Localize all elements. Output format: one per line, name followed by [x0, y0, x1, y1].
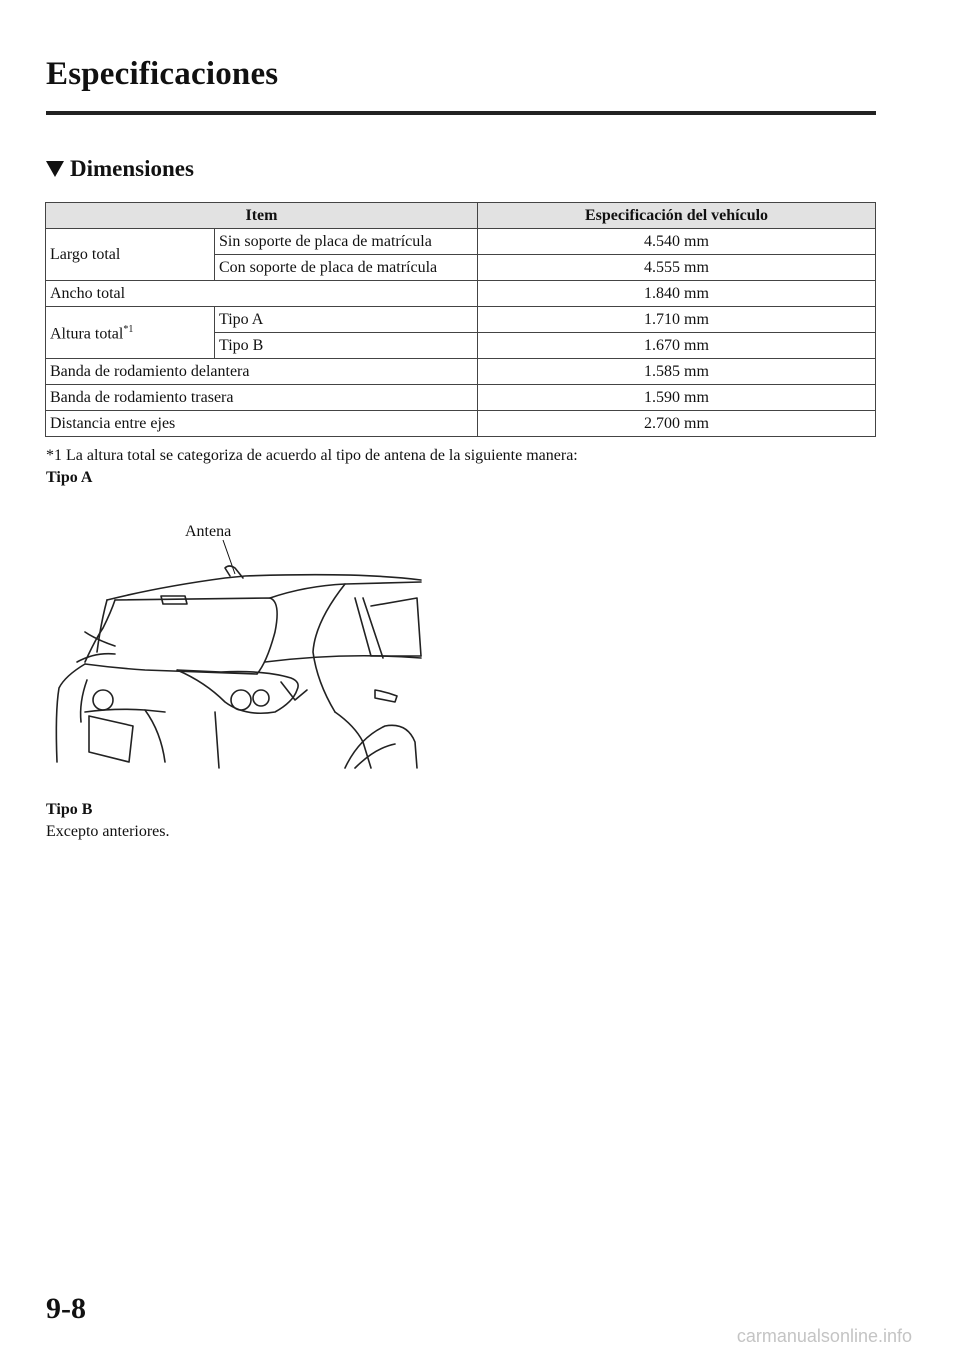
footnote: *1 La altura total se categoriza de acuerdo al tipo de antena de la siguiente manera: [46, 447, 578, 464]
watermark-text: carmanualsonline.info [736, 1326, 912, 1346]
table-header-row [46, 203, 876, 229]
table-row [46, 359, 876, 385]
page-title: Especificaciones [46, 56, 279, 92]
title-divider [46, 111, 876, 115]
altura-label-text: Altura total [50, 325, 124, 343]
row-value: 4.540 mm [478, 229, 876, 255]
section-heading-text: Dimensiones [70, 156, 194, 181]
row-value: 1.710 mm [478, 307, 876, 333]
row-value: 1.670 mm [478, 333, 876, 359]
row-value: 2.700 mm [478, 411, 876, 437]
row-value: 1.585 mm [478, 359, 876, 385]
footnote-mark: *1 [123, 324, 134, 336]
table-header-item: Item [46, 203, 478, 229]
tipo-b-description: Excepto anteriores. [46, 823, 170, 840]
row-sublabel: Tipo A [215, 307, 478, 333]
table-row [46, 385, 876, 411]
table-row [46, 411, 876, 437]
vehicle-rear-illustration [45, 512, 425, 770]
row-label-distancia-ejes: Distancia entre ejes [46, 411, 478, 437]
tipo-b-label: Tipo B [46, 801, 93, 818]
row-label-ancho: Ancho total [46, 281, 478, 307]
page-number: 9-8 [46, 1292, 86, 1325]
row-value: 4.555 mm [478, 255, 876, 281]
row-value: 1.590 mm [478, 385, 876, 411]
tipo-a-label: Tipo A [46, 469, 93, 486]
row-value: 1.840 mm [478, 281, 876, 307]
triangle-down-icon [46, 161, 64, 177]
row-sublabel: Sin soporte de placa de matrícula [215, 229, 478, 255]
row-label-largo: Largo total [46, 229, 215, 281]
table-row [46, 307, 876, 333]
car-outline [56, 566, 421, 768]
row-label-altura [46, 307, 215, 359]
table-header-spec: Especificación del vehículo [478, 203, 876, 229]
row-sublabel: Tipo B [215, 333, 478, 359]
dimensions-table [45, 202, 876, 437]
table-row [46, 281, 876, 307]
table-row [46, 229, 876, 255]
row-label-banda-delantera: Banda de rodamiento delantera [46, 359, 478, 385]
row-sublabel: Con soporte de placa de matrícula [215, 255, 478, 281]
antenna-callout: Antena [185, 523, 232, 540]
section-heading [46, 156, 194, 182]
row-label-banda-trasera: Banda de rodamiento trasera [46, 385, 478, 411]
